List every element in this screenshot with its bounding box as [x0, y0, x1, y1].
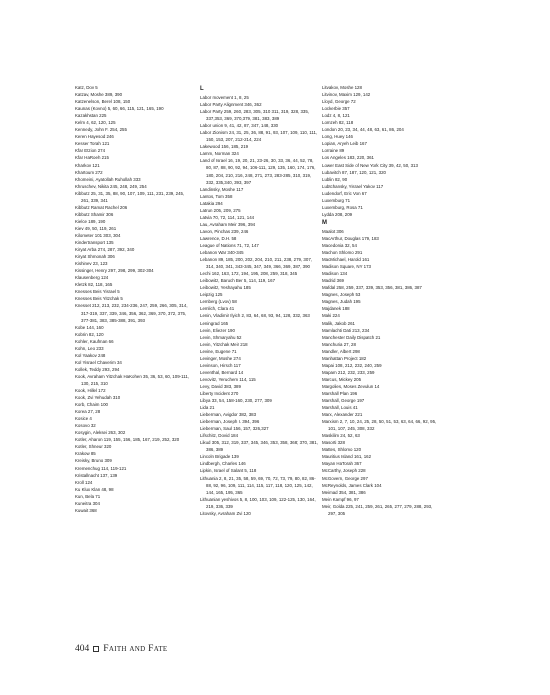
- page-footer: [75, 644, 167, 654]
- index-entry: Long, Huey 146: [322, 134, 354, 140]
- index-entry: Kotler, Aharon 119, 155, 156, 185, 167, 219, 252, 320: [75, 437, 180, 443]
- index-entry: Likud 305, 312, 319, 337, 345, 346, 353, 358, 368; 370, 381, 386, 389: [200, 440, 318, 453]
- index-entry: Lindbergh, Charles 146: [200, 461, 246, 467]
- index-entry: Kobrin 82, 120: [75, 331, 104, 337]
- index-entry: Latrun 205, 209, 275: [200, 207, 241, 213]
- index-entry: Kfar HaRoeh 215: [75, 155, 109, 161]
- index-entry: Luxemburg 71: [322, 197, 351, 203]
- index-entry: Mapai 108, 212, 232, 240, 259: [322, 362, 382, 368]
- index-entry: Luxemburg, Rosa 71: [322, 204, 363, 210]
- index-entry: Keren Hayesod 246: [75, 134, 114, 140]
- index-entry: Kook, Avraham Yitzchak HaKohen 35, 36, 53, 60, 109-111, 130, 215, 310: [75, 373, 189, 386]
- index-entry: Latvia 70, 72, 114, 121, 144: [200, 214, 255, 220]
- index-entry: Kibbutz 25, 31, 35, 88, 90, 107, 109, 111, 231, 239, 245, 261, 339, 341: [75, 190, 185, 203]
- index-entry: McCarthy, Joseph 228: [322, 468, 366, 474]
- index-entry: Lau, Avraham Meir 396, 394: [200, 221, 256, 227]
- index-entry: Ku Klux Klan 48, 98: [75, 486, 114, 492]
- index-entry: Lubavitch 87, 187, 120, 121, 320: [322, 169, 386, 175]
- index-entry: Lithuanian yeshivos 5, 8, 100, 103, 109, 122-125, 130, 164, 219, 336, 339: [200, 496, 316, 509]
- index-entry: Kremenchug 114, 119-121: [75, 465, 127, 471]
- index-entry: Leningrad 165: [200, 320, 229, 326]
- index-entry: Mandler, Albert 298: [322, 348, 360, 354]
- index-entry: Kroll 124: [75, 479, 93, 485]
- index-entry: Levin, Yitzchak Meir 218: [200, 341, 248, 347]
- index-entry: Leventhal, Bernard 14: [200, 369, 244, 375]
- index-entry: Kibbutz Shamir 306: [75, 211, 114, 217]
- index-entry: Kaunas (Kovno) 5, 60, 66, 115, 121, 165, 190: [75, 106, 164, 112]
- index-entry: Kreisky, Bruno 309: [75, 458, 112, 464]
- index-entry: Kuwait 368: [75, 507, 97, 513]
- index-entry: McReynolds, James Clark 104: [322, 482, 382, 488]
- index-entry: MacArthur, Douglas 179, 183: [322, 235, 379, 241]
- index-entry: Litvakov, Moshe 128: [322, 85, 362, 90]
- index-entry: Marx, Alexander 221: [322, 412, 363, 418]
- index-entry: Maki 224: [322, 313, 340, 319]
- index-entry: Knesses Beis Yisrael 5: [75, 289, 120, 295]
- index-entry: Margolies, Moses Zevulun 14: [322, 383, 380, 389]
- index-entry: Kishinev 23, 123: [75, 261, 108, 267]
- index-entry: Kosygin, Aleksei 263, 302: [75, 430, 126, 436]
- index-entry: Lemlich, Clara 41: [200, 306, 235, 312]
- index-entry: Lakewood 156, 185, 219: [200, 144, 249, 150]
- index-column-1: [75, 84, 193, 514]
- index-entry: Kohn, Leo 233: [75, 345, 104, 351]
- index-entry: Kiryat Shmonah 306: [75, 254, 115, 260]
- index-entry: Kosice 4: [75, 416, 92, 422]
- index-entry: Kindertransport 135: [75, 240, 114, 246]
- index-entry: Levin, Eliezer 190: [200, 327, 235, 333]
- index-entry: Lawrence, D.H. 58: [200, 235, 237, 241]
- index-entry: MacMichael, Harold 161: [322, 257, 370, 263]
- index-entry: Kook, Zvi Yehudah 310: [75, 395, 121, 401]
- index-entry: Kuneitra 304: [75, 500, 100, 506]
- index-entry: Lomzeh 82, 118: [322, 120, 354, 126]
- index-entry: Lloyd, George 72: [322, 99, 356, 105]
- index-entry: Khruschev, Nikita 245, 248, 249, 254: [75, 183, 147, 189]
- index-entry: Mayan HaTorah 367: [322, 461, 362, 467]
- index-entry: Macedonia 32, 54: [322, 242, 357, 248]
- index-entry: Levin, Shmaryahu 52: [200, 334, 242, 340]
- index-entry: Los Angeles 183, 220, 361: [322, 155, 374, 161]
- section-letter: M: [322, 219, 327, 226]
- index-entry: Magnes, Joseph 53: [322, 292, 361, 298]
- index-entry: Kollek, Teddy 293, 294: [75, 366, 120, 372]
- index-entry: Lincoln Brigade 139: [200, 454, 239, 460]
- index-entry: Machon Shlomo 291: [322, 250, 363, 256]
- index-entry: Madison Square, NY 173: [322, 264, 371, 270]
- index-entry: Labor Party Alignment 346, 362: [200, 102, 262, 108]
- index-entry: Meimad 354, 381, 386: [322, 489, 366, 495]
- index-entry: Labor Party 259, 260, 283, 305, 310 311, 319, 328, 335, 337,353, 369, 370,379, 381, 383, 389: [200, 109, 310, 122]
- index-entry: Lodz 4, 8, 121: [322, 113, 350, 119]
- index-entry: Kun, Bela 71: [75, 493, 101, 499]
- index-entry: Labor Zionism 24, 31, 25, 36, 88, 91, 93, 107, 109, 110, 111, 150, 153, 207, 212-214, 224: [200, 130, 318, 143]
- index-entry: Lida 21: [200, 405, 215, 411]
- index-entry: Marshall, George 197: [322, 398, 365, 404]
- index-entry: Kesser Torah 121: [75, 141, 110, 147]
- index-entry: Lieberman, Saul 156, 157, 326,327: [200, 426, 269, 432]
- index-entry: Kook, Hillel 172: [75, 388, 106, 394]
- index-entry: Labor movement 1, 8, 25: [200, 95, 249, 100]
- index-entry: Levinger, Moshe 274: [200, 355, 241, 361]
- index-entry: Lipkin, Israel of Salant 5, 118: [200, 468, 257, 474]
- index-entry: Mafdal 258, 259, 337, 339, 353, 356, 381, 386, 387: [322, 285, 422, 291]
- index-entry: Kristallnacht 137, 139: [75, 472, 118, 478]
- index-entry: Lubtchansky, Yisrael Yakov 117: [322, 183, 384, 189]
- index-entry: Kiryat Arba 274, 287, 392, 340: [75, 247, 135, 253]
- index-entry: Landinsky, Moshe 117: [200, 186, 244, 192]
- index-entry: Levine, Eugene 71: [200, 348, 237, 354]
- index-entry: Mamlachti Dati 213, 234: [322, 327, 370, 333]
- index-entry: Leipzig 125: [200, 292, 223, 298]
- index-entry: Lemberg (Lvov) 58: [200, 299, 237, 305]
- index-entry: Liberty Incident 270: [200, 390, 239, 396]
- index-entry: Kol Yisrael Chaverim 34: [75, 359, 122, 365]
- index-entry: Kilometer 101 303, 304: [75, 232, 121, 238]
- index-entry: Latakia 294: [200, 200, 223, 206]
- index-entry: Marshall, Louis 41: [322, 405, 358, 411]
- index-entry: Knesset 212, 213, 232, 234-236, 247, 259, 266, 305, 314, 317-319, 337, 339, 346, 356, 362, 369, 370, 372, 375, 377-381, 383, 385-388, 391, 393: [75, 303, 188, 323]
- index-entry: Marxism 2, 7, 10, 24, 25, 28, 50, 51, 53, 63, 64, 66, 92, 95, 101, 107, 245, 308, 332: [322, 419, 437, 432]
- section-letter: L: [200, 86, 204, 92]
- index-entry: Kazakhstan 225: [75, 113, 107, 119]
- index-entry: London 20, 23, 34, 44, 48, 63, 61, 86, 204: [322, 127, 404, 133]
- index-entry: Lieberman, Avigdor 382, 383: [200, 412, 257, 418]
- index-entry: Korea 27, 28: [75, 409, 101, 415]
- index-entry: Meir, Golda 225, 241, 259, 261, 265, 277, 279, 288, 293, 297, 305: [322, 503, 433, 516]
- index-entry: Lebanon War 340-345: [200, 250, 244, 256]
- index-entry: Magnes, Judah 195: [322, 299, 361, 305]
- index-entry: Kielce 189, 190: [75, 218, 106, 224]
- index-entry: Khomeini, Ayatollah Ruhollah 333: [75, 176, 141, 182]
- index-entry: Maalot 306: [322, 228, 344, 234]
- index-entry: McGovern, George 297: [322, 475, 368, 481]
- running-title: Faith and Fate: [103, 644, 168, 654]
- index-entry: Kfar Etzion 274: [75, 148, 106, 154]
- index-entry: Kohler, Kaufman 66: [75, 338, 114, 344]
- index-entry: Manhattan Project 182: [322, 355, 367, 361]
- index-entry: League of Nations 71, 72, 147: [200, 242, 259, 248]
- index-entry: Katzenelson, Berel 108, 150: [75, 99, 131, 105]
- index-entry: Krakow 85: [75, 451, 96, 457]
- index-entry: Libya 33, 54, 158-160, 230, 277, 309: [200, 398, 272, 404]
- index-entry: Lavon, Pinchas 239, 246: [200, 228, 249, 234]
- index-entry: Kharkov 121: [75, 162, 100, 168]
- index-entry: Madrid 369: [322, 278, 344, 284]
- index-entry: Kol Yaakov 248: [75, 352, 106, 358]
- index-entry: Klausenberg 124: [75, 275, 109, 281]
- index-column-3: [322, 84, 440, 517]
- index-entry: Kiev 49, 50, 119, 261: [75, 225, 117, 231]
- index-entry: Litovsky, Avraham Zvi 120: [200, 510, 251, 516]
- index-entry: Madison 134: [322, 271, 348, 277]
- index-entry: Majdanek 188: [322, 306, 350, 312]
- index-entry: Masorti 328: [322, 440, 345, 446]
- index-entry: Kotler, Shneur 320: [75, 444, 112, 450]
- index-entry: Ludendorf, Eric Von 67: [322, 190, 367, 196]
- page-number: 404: [75, 644, 90, 654]
- index-entry: Mapam 212, 232, 233, 259: [322, 369, 375, 375]
- index-entry: Kletzk 82, 118, 165: [75, 282, 113, 288]
- index-entry: Levy, David 383, 389: [200, 383, 241, 389]
- index-entry: Katzav, Moshe 389, 390: [75, 92, 123, 98]
- index-entry: Marcus, Mickey 205: [322, 376, 362, 382]
- index-entry: Land of Israel 16, 19, 20, 21, 23-26, 30, 33, 36, 44, 52, 78, 80, 87, 88, 90, 92, 94, 106-111, 129, 135, 160, 174, 176, 180, 204, 210, 216, 248, 271, 273, 283-285, 310, 319, 332, 335,340, 393, 397: [200, 158, 316, 185]
- index-entry: Labor union 9, 41, 42, 87, 347, 148, 330: [200, 123, 279, 129]
- index-entry: Levinson, Hirsch 117: [200, 362, 241, 368]
- index-entry: Korb, Chaim 100: [75, 402, 108, 408]
- index-entry: Leibowitz, Baruch Ber 5, 114, 119, 167: [200, 278, 276, 284]
- index-entry: Lenin, Vladimir Ilyich 2, 83, 64, 68, 93, 94, 128, 332, 363: [200, 313, 310, 319]
- index-entry: Mauritius Island 161, 162: [322, 454, 372, 460]
- index-entry: Litvinov, Maxim 129, 142: [322, 92, 371, 98]
- index-entry: Lydda 208, 209: [322, 211, 353, 217]
- index-entry: Lamm, Norman 324: [200, 151, 239, 157]
- index-entry: Lantos, Tom 358: [200, 193, 233, 199]
- index-entry: Kissinger, Henry 297, 298, 299, 302-304: [75, 268, 154, 274]
- index-entry: Kennedy, John F. 254, 255: [75, 127, 127, 133]
- index-entry: Marshall Plan 196: [322, 390, 358, 396]
- index-entry: Kosovo 32: [75, 423, 96, 429]
- index-entry: Kibbutz Ramat Rachel 206: [75, 204, 128, 210]
- index-entry: Lithuania 2, 8, 21, 35, 58, 59, 69, 70, 72, 73, 79, 80, 82, 86-88, 92, 96, 109, 111, 114, 115, 117, 118, 120, 125, 142, 144, 165, 195, 365: [200, 475, 316, 495]
- index-entry: Lower East Side of New York City 39, 42, 50, 313: [322, 162, 418, 168]
- index-entry: Kelm 4, 62, 120, 125: [75, 120, 116, 126]
- index-entry: Lorraine 89: [322, 148, 345, 154]
- index-entry: Khartoum 272: [75, 169, 103, 175]
- index-entry: Lockerbie 357: [322, 106, 350, 112]
- index-entry: Maskilim 24, 52, 63: [322, 433, 360, 439]
- index-entry: Manchuria 27, 28: [322, 341, 356, 347]
- index-entry: Levovitz, Yeruchem 114, 115: [200, 376, 256, 382]
- index-entry: Katz, Dov 5: [75, 85, 98, 90]
- index-entry: Knesses Beis Yitzchak 5: [75, 296, 123, 302]
- index-entry: Lublin 82, 90: [322, 176, 348, 182]
- index-entry: Lebanon 89, 185, 200, 202, 204, 210, 211, 238, 279, 307, 314, 340, 341, 343-345, 347, 349, 366, 369, 387, 390: [200, 257, 312, 270]
- square-ornament-icon: [93, 646, 99, 652]
- index-entry: Mein Kampf 96, 97: [322, 496, 359, 502]
- index-entry: Lopian, Aryeh Leib 167: [322, 141, 367, 147]
- index-entry: Leibowitz, Yeshayahu 185: [200, 285, 251, 291]
- index-entry: Lifschitz, Dovid 184: [200, 433, 239, 439]
- index-entry: Manchester Daily Dispatch 21: [322, 334, 381, 340]
- index-column-2: [200, 84, 318, 517]
- index-entry: Kobe 144, 160: [75, 324, 104, 330]
- index-entry: Malik, Jakob 261: [322, 320, 355, 326]
- index-entry: Lieberman, Joseph I. 394, 396: [200, 419, 260, 425]
- index-entry: Mattes, Shlomo 120: [322, 447, 362, 453]
- index-entry: Lechi 162, 163, 172, 194, 195, 208, 259, 318, 345: [200, 271, 298, 277]
